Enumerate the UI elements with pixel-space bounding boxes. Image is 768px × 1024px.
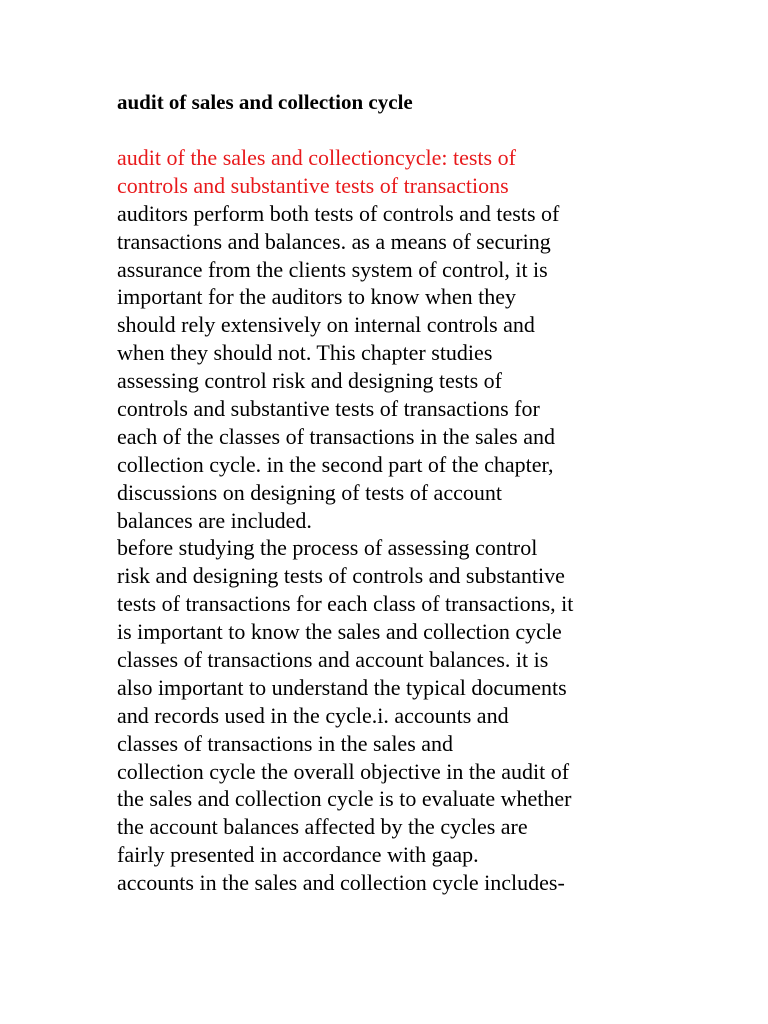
paragraph-line: assurance from the clients system of control, it is	[117, 256, 548, 282]
paragraph-line: before studying the process of assessing control	[117, 535, 538, 561]
document-title: audit of sales and collection cycle	[117, 90, 413, 114]
paragraph-line: fairly presented in accordance with gaap.	[117, 842, 479, 868]
paragraph-line: auditors perform both tests of controls and tests of	[117, 200, 560, 226]
paragraph-line: is important to know the sales and collection cycle	[117, 619, 562, 645]
paragraph-line: transactions and balances. as a means of securing	[117, 228, 551, 254]
paragraph-line: collection cycle. in the second part of the chapter,	[117, 451, 554, 477]
paragraph-line: important for the auditors to know when they	[117, 284, 516, 310]
paragraph-line: collection cycle the overall objective in the audit of	[117, 758, 570, 784]
paragraph-line: risk and designing tests of controls and substantive	[117, 563, 565, 589]
subheading-line: controls and substantive tests of transactions	[117, 172, 509, 198]
paragraph-line: balances are included.	[117, 507, 312, 533]
document-body	[117, 144, 573, 897]
paragraph-line: should rely extensively on internal controls and	[117, 312, 535, 338]
paragraph-line: when they should not. This chapter studies	[117, 340, 493, 366]
paragraph-line: and records used in the cycle.i. accounts and	[117, 702, 509, 728]
subheading-line: audit of the sales and collectioncycle: tests of	[117, 145, 516, 170]
paragraph-line: classes of transactions and account balances. it is	[117, 647, 549, 673]
paragraph-line: classes of transactions in the sales and	[117, 730, 454, 756]
paragraph-line: also important to understand the typical documents	[117, 674, 567, 700]
paragraph-line: tests of transactions for each class of transactions, it	[117, 591, 574, 617]
paragraph-line: discussions on designing of tests of account	[117, 479, 502, 505]
paragraph-line: assessing control risk and designing tests of	[117, 368, 502, 394]
paragraph-line: the sales and collection cycle is to evaluate whether	[117, 786, 572, 812]
paragraph-line: the account balances affected by the cycles are	[117, 814, 528, 840]
paragraph-line: each of the classes of transactions in the sales and	[117, 423, 556, 449]
paragraph-line: controls and substantive tests of transactions for	[117, 396, 540, 422]
paragraph-line: accounts in the sales and collection cycle includes-	[117, 870, 565, 896]
